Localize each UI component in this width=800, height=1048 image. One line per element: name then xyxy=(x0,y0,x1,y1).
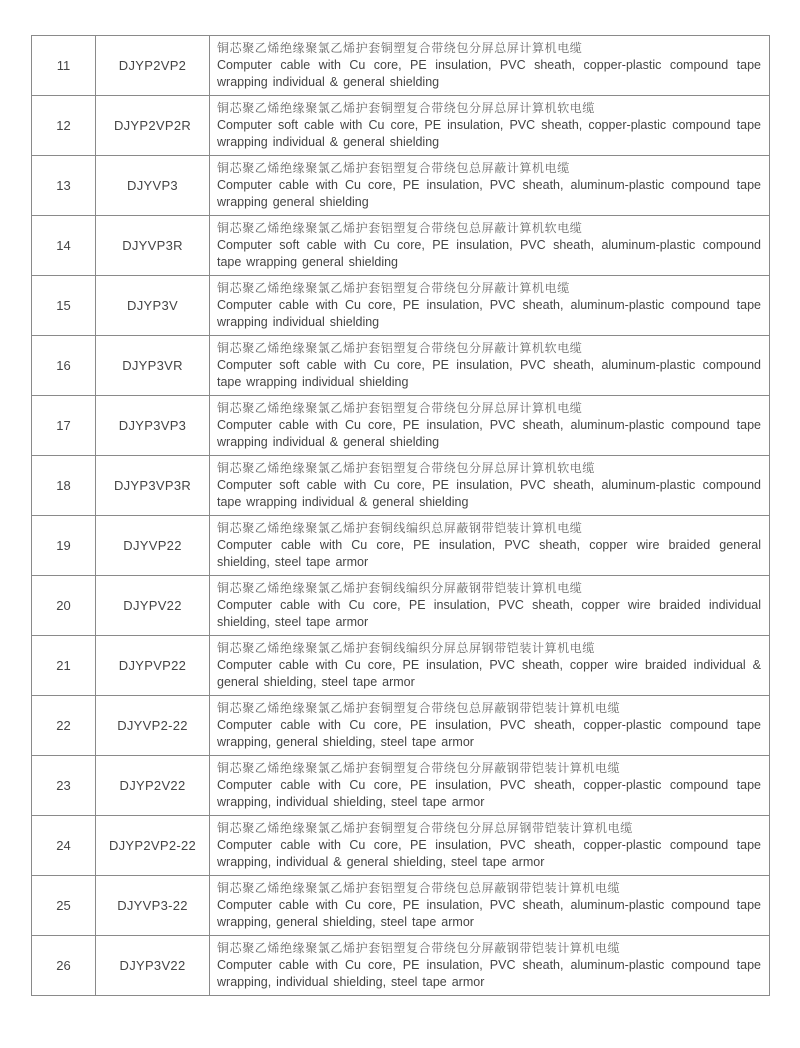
description-chinese: 铜芯聚乙烯绝缘聚氯乙烯护套铜塑复合带绕包分屏总屏计算机软电缆 xyxy=(217,101,596,115)
table-row xyxy=(32,756,770,816)
row-number-cell: 15 xyxy=(32,276,96,336)
table-row xyxy=(32,576,770,636)
description-chinese: 铜芯聚乙烯绝缘聚氯乙烯护套铝塑复合带绕包总屏蔽计算机电缆 xyxy=(217,161,570,175)
description-cell xyxy=(210,876,770,936)
model-code-cell: DJYP3VR xyxy=(96,336,210,396)
description-english: Computer cable with Cu core, PE insulation, PVC sheath, aluminum-plastic compound tape wrapping individual & general shielding xyxy=(217,418,761,449)
description-english: Computer soft cable with Cu core, PE insulation, PVC sheath, aluminum-plastic compound tape wrapping individual shielding xyxy=(217,358,761,389)
description-english: Computer cable with Cu core, PE insulation, PVC sheath, aluminum-plastic compound tape wrapping individual shielding xyxy=(217,298,761,329)
description-chinese: 铜芯聚乙烯绝缘聚氯乙烯护套铝塑复合带绕包总屏蔽钢带铠装计算机电缆 xyxy=(217,881,621,895)
model-code-cell: DJYP2VP2 xyxy=(96,36,210,96)
description-chinese: 铜芯聚乙烯绝缘聚氯乙烯护套铝塑复合带绕包总屏蔽计算机软电缆 xyxy=(217,221,583,235)
description-chinese: 铜芯聚乙烯绝缘聚氯乙烯护套铜塑复合带绕包总屏蔽钢带铠装计算机电缆 xyxy=(217,701,621,715)
description-chinese: 铜芯聚乙烯绝缘聚氯乙烯护套铜塑复合带绕包分屏总屏钢带铠装计算机电缆 xyxy=(217,821,633,835)
description-cell xyxy=(210,156,770,216)
description-english: Computer cable with Cu core, PE insulation, PVC sheath, copper-plastic compound tape wrapping individual & general shielding xyxy=(217,58,761,89)
model-code-cell: DJYP3VP3 xyxy=(96,396,210,456)
description-english: Computer cable with Cu core, PE insulation, PVC sheath, copper wire braided individual & general shielding, steel tape armor xyxy=(217,658,761,689)
description-cell xyxy=(210,576,770,636)
description-chinese: 铜芯聚乙烯绝缘聚氯乙烯护套铜塑复合带绕包分屏蔽钢带铠装计算机电缆 xyxy=(217,761,621,775)
description-cell xyxy=(210,216,770,276)
table-row xyxy=(32,336,770,396)
row-number-cell: 25 xyxy=(32,876,96,936)
description-chinese: 铜芯聚乙烯绝缘聚氯乙烯护套铜塑复合带绕包分屏总屏计算机电缆 xyxy=(217,41,583,55)
model-code-cell: DJYVP2-22 xyxy=(96,696,210,756)
model-code-cell: DJYVP22 xyxy=(96,516,210,576)
description-cell xyxy=(210,36,770,96)
table-row xyxy=(32,876,770,936)
description-chinese: 铜芯聚乙烯绝缘聚氯乙烯护套铜线编织总屏蔽钢带铠装计算机电缆 xyxy=(217,521,583,535)
row-number-cell: 17 xyxy=(32,396,96,456)
description-cell xyxy=(210,396,770,456)
model-code-cell: DJYVP3-22 xyxy=(96,876,210,936)
model-code-cell: DJYVP3 xyxy=(96,156,210,216)
row-number-cell: 11 xyxy=(32,36,96,96)
model-code-cell: DJYPV22 xyxy=(96,576,210,636)
description-cell xyxy=(210,696,770,756)
description-english: Computer cable with Cu core, PE insulation, PVC sheath, aluminum-plastic compound tape wrapping general shielding xyxy=(217,178,761,209)
description-cell xyxy=(210,516,770,576)
row-number-cell: 19 xyxy=(32,516,96,576)
row-number-cell: 16 xyxy=(32,336,96,396)
table-row xyxy=(32,96,770,156)
row-number-cell: 14 xyxy=(32,216,96,276)
row-number-cell: 23 xyxy=(32,756,96,816)
table-row xyxy=(32,516,770,576)
table-row xyxy=(32,936,770,996)
row-number-cell: 21 xyxy=(32,636,96,696)
row-number-cell: 12 xyxy=(32,96,96,156)
model-code-cell: DJYP3V22 xyxy=(96,936,210,996)
table-row xyxy=(32,456,770,516)
description-cell xyxy=(210,636,770,696)
description-chinese: 铜芯聚乙烯绝缘聚氯乙烯护套铝塑复合带绕包分屏蔽计算机电缆 xyxy=(217,281,570,295)
description-chinese: 铜芯聚乙烯绝缘聚氯乙烯护套铝塑复合带绕包分屏总屏计算机电缆 xyxy=(217,401,583,415)
model-code-cell: DJYP3VP3R xyxy=(96,456,210,516)
description-english: Computer cable with Cu core, PE insulation, PVC sheath, aluminum-plastic compound tape wrapping, general shielding, steel tape armor xyxy=(217,898,761,929)
row-number-cell: 18 xyxy=(32,456,96,516)
description-english: Computer cable with Cu core, PE insulation, PVC sheath, copper-plastic compound tape wrapping, individual shielding, steel tape armor xyxy=(217,778,761,809)
model-code-cell: DJYP2VP2R xyxy=(96,96,210,156)
table-row xyxy=(32,276,770,336)
cable-model-table xyxy=(31,35,770,996)
description-chinese: 铜芯聚乙烯绝缘聚氯乙烯护套铜线编织分屏蔽钢带铠装计算机电缆 xyxy=(217,581,583,595)
row-number-cell: 22 xyxy=(32,696,96,756)
description-english: Computer soft cable with Cu core, PE insulation, PVC sheath, copper-plastic compound tape wrapping individual & general shielding xyxy=(217,118,761,149)
description-cell xyxy=(210,456,770,516)
row-number-cell: 24 xyxy=(32,816,96,876)
description-chinese: 铜芯聚乙烯绝缘聚氯乙烯护套铝塑复合带绕包分屏蔽计算机软电缆 xyxy=(217,341,583,355)
description-cell xyxy=(210,96,770,156)
table-row xyxy=(32,216,770,276)
cable-table-body xyxy=(32,36,770,996)
table-row xyxy=(32,696,770,756)
description-english: Computer cable with Cu core, PE insulation, PVC sheath, copper-plastic compound tape wrapping, individual & general shielding, steel tape armor xyxy=(217,838,761,869)
description-english: Computer cable with Cu core, PE insulation, PVC sheath, copper-plastic compound tape wrapping, general shielding, steel tape armor xyxy=(217,718,761,749)
table-row xyxy=(32,156,770,216)
row-number-cell: 20 xyxy=(32,576,96,636)
description-chinese: 铜芯聚乙烯绝缘聚氯乙烯护套铜线编织分屏总屏钢带铠装计算机电缆 xyxy=(217,641,596,655)
description-english: Computer cable with Cu core, PE insulation, PVC sheath, copper wire braided general shielding, steel tape armor xyxy=(217,538,761,569)
model-code-cell: DJYP2VP2-22 xyxy=(96,816,210,876)
description-chinese: 铜芯聚乙烯绝缘聚氯乙烯护套铝塑复合带绕包分屏蔽钢带铠装计算机电缆 xyxy=(217,941,621,955)
table-row xyxy=(32,636,770,696)
description-english: Computer soft cable with Cu core, PE insulation, PVC sheath, aluminum-plastic compound tape wrapping general shielding xyxy=(217,238,761,269)
table-row xyxy=(32,36,770,96)
description-chinese: 铜芯聚乙烯绝缘聚氯乙烯护套铝塑复合带绕包分屏总屏计算机软电缆 xyxy=(217,461,596,475)
description-english: Computer cable with Cu core, PE insulation, PVC sheath, copper wire braided individual shielding, steel tape armor xyxy=(217,598,761,629)
model-code-cell: DJYVP3R xyxy=(96,216,210,276)
model-code-cell: DJYP2V22 xyxy=(96,756,210,816)
row-number-cell: 26 xyxy=(32,936,96,996)
table-row xyxy=(32,816,770,876)
description-cell xyxy=(210,276,770,336)
row-number-cell: 13 xyxy=(32,156,96,216)
description-cell xyxy=(210,936,770,996)
model-code-cell: DJYPVP22 xyxy=(96,636,210,696)
description-english: Computer cable with Cu core, PE insulation, PVC sheath, aluminum-plastic compound tape wrapping, individual shielding, steel tape armor xyxy=(217,958,761,989)
description-english: Computer soft cable with Cu core, PE insulation, PVC sheath, aluminum-plastic compound tape wrapping individual & general shielding xyxy=(217,478,761,509)
table-row xyxy=(32,396,770,456)
description-cell xyxy=(210,816,770,876)
model-code-cell: DJYP3V xyxy=(96,276,210,336)
description-cell xyxy=(210,336,770,396)
description-cell xyxy=(210,756,770,816)
